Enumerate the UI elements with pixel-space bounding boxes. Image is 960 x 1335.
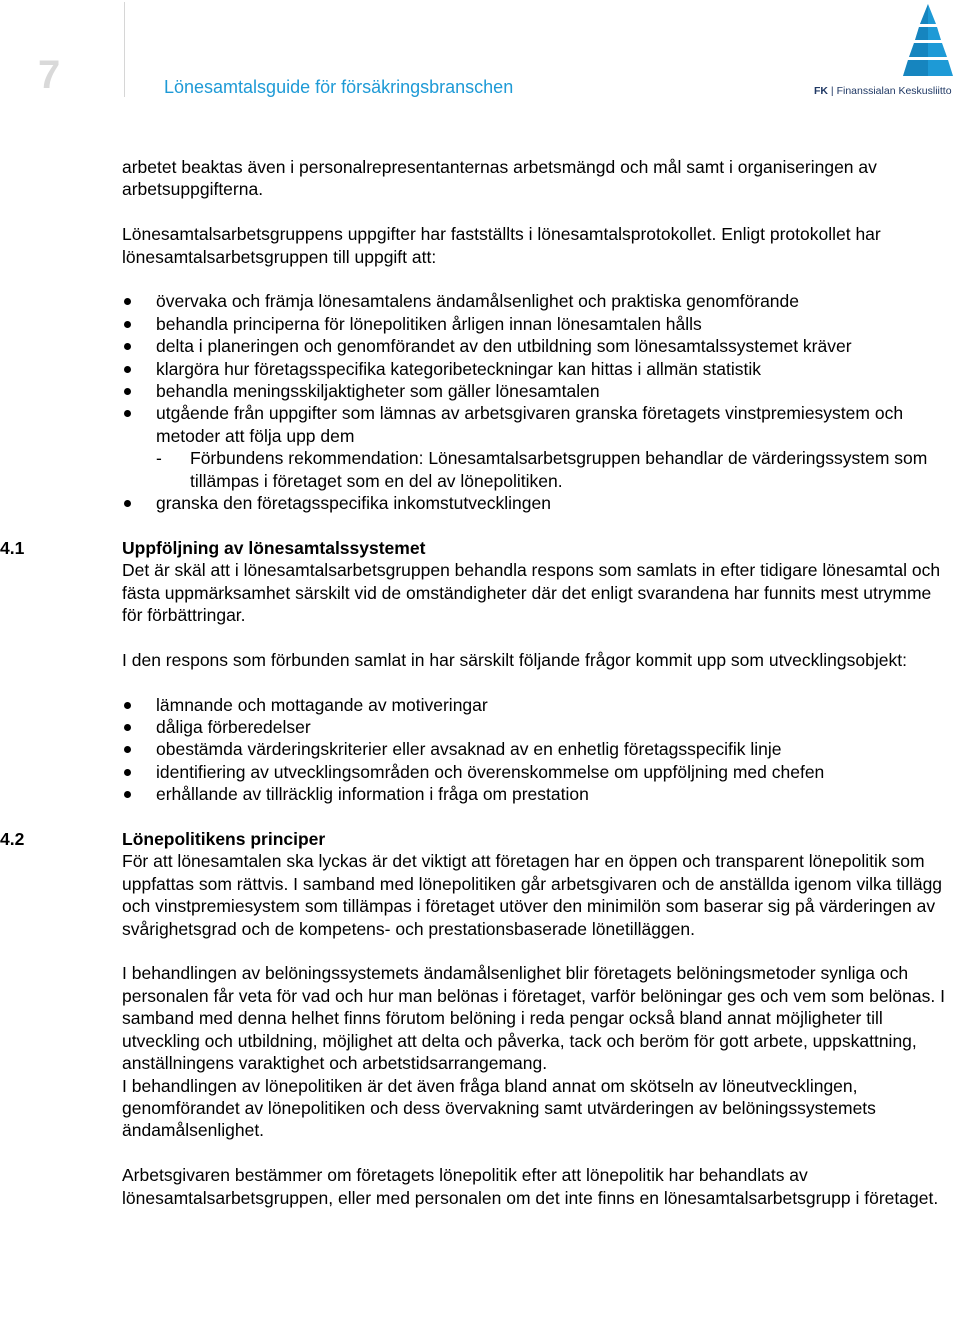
section-number: 4.1 [0,537,25,558]
fk-logo-text: FK | Finanssialan Keskusliitto [814,85,952,97]
task-list-continued [122,492,948,514]
feedback-item: erhållande av tillräcklig information i fråga om prestation [122,783,948,805]
document-title: Lönesamtalsguide för försäkringsbranschen [164,77,514,97]
feedback-item: obestämda värderingskriterier eller avsaknad av en enhetlig företagsspecifik linje [122,738,948,760]
section-4-2-paragraph-2: I behandlingen av belöningssystemets ändamålsenlighet blir företagets belöningsmetoder synliga och personalen får veta för vad och hur man belönas i företaget, varför belöningar ges och vem som belönas. I samband med denna helhet finns förutom belöning i reda pengar också bland annat möjligheter till utveckling och utbildning, möjlighet att delta och påverka, tack och beröm för gott arbete, uppskattning, anställningens varaktighet och arbetstidsarrangemang. [122,963,945,1074]
section-title: Uppföljning av lönesamtalssystemet [122,537,426,558]
dash-marker: - [156,448,162,469]
section-heading-4-2 [0,828,960,850]
section-4-2-paragraph-3: I behandlingen av lönepolitiken är det även fråga bland annat om skötseln av löneutvecklingen, genomförandet av lönepolitiken och dess övervakning samt utvärderingen av belöningssystemets ändamålsenlighet. [122,1075,876,1141]
feedback-item: dåliga förberedelser [122,716,948,738]
task-item: övervaka och främja lönesamtalens ändamålsenlighet och praktiska genomförande [122,290,948,312]
intro-paragraph-2: Lönesamtalsarbetsgruppens uppgifter har fastställts i lönesamtalsprotokollet. Enligt protokollet har lönesamtalsarbetsgruppen till uppgift att: [122,224,881,267]
recommendation-text: Förbundens rekommendation: Lönesamtalsarbetsgruppen behandlar de värderingssystem som tillämpas i företaget som en del av lönepolitiken. [190,448,928,491]
feedback-item: identifiering av utvecklingsområden och överenskommelse om uppföljning med chefen [122,761,948,783]
feedback-item: lämnande och mottagande av motiveringar [122,694,948,716]
recommendation-note [156,447,948,492]
task-item: behandla principerna för lönepolitiken årligen innan lönesamtalen hålls [122,313,948,335]
task-item: utgående från uppgifter som lämnas av arbetsgivaren granska företagets vinstpremiesystem och metoder att följa upp dem [122,402,948,447]
fk-logo-icon [898,2,954,80]
intro-paragraph-1: arbetet beaktas även i personalrepresentanternas arbetsmängd och mål samt i organiseringen av arbetsuppgifterna. [122,157,877,200]
page-header [0,0,960,120]
page-content [0,156,960,1209]
section-number: 4.2 [0,829,25,850]
section-4-1-paragraph-2: I den respons som förbunden samlat in har särskilt följande frågor kommit upp som utvecklingsobjekt: [122,649,907,670]
task-item: behandla meningsskiljaktigheter som gäller lönesamtalen [122,380,948,402]
logo-prefix: FK [814,85,828,97]
task-list [122,290,948,447]
task-item: klargöra hur företagsspecifika kategoribeteckningar kan hittas i allmän statistik [122,358,948,380]
feedback-list [122,694,948,806]
section-4-1-paragraph-1: Det är skäl att i lönesamtalsarbetsgruppen behandla respons som samlats in efter tidigare lönesamtal och fästa uppmärksamhet särskilt vid de omständigheter där det enligt svarandena har funnits mest utrymme för förbättringar. [122,560,941,626]
task-item: granska den företagsspecifika inkomstutvecklingen [122,492,948,514]
task-item: delta i planeringen och genomförandet av den utbildning som lönesamtalssystemet kräver [122,335,948,357]
section-4-2-paragraph-4: Arbetsgivaren bestämmer om företagets lönepolitik efter att lönepolitik har behandlats av lönesamtalsarbetsgruppen, eller med personalen om det inte finns en lönesamtalsarbetsgrupp i företaget. [122,1165,939,1208]
section-4-2-paragraph-1: För att lönesamtalen ska lyckas är det viktigt att företagen har en öppen och transparent lönepolitik som uppfattas som rättvis. I samband med lönepolitiken går arbetsgivaren och de anställda igenom vilka tillägg och vinstpremiesystem som tillämpas i företaget utöver den minimilön som baserar sig på värderingen av svårighetsgrad och de kompetens- och prestationsbaserade lönetilläggen. [122,851,943,939]
section-heading-4-1 [0,537,960,559]
logo-name: Finanssialan Keskusliitto [836,85,952,97]
page-number: 7 [38,53,61,97]
fk-logo [814,2,956,102]
header-divider [124,2,125,97]
section-title: Lönepolitikens principer [122,829,326,850]
